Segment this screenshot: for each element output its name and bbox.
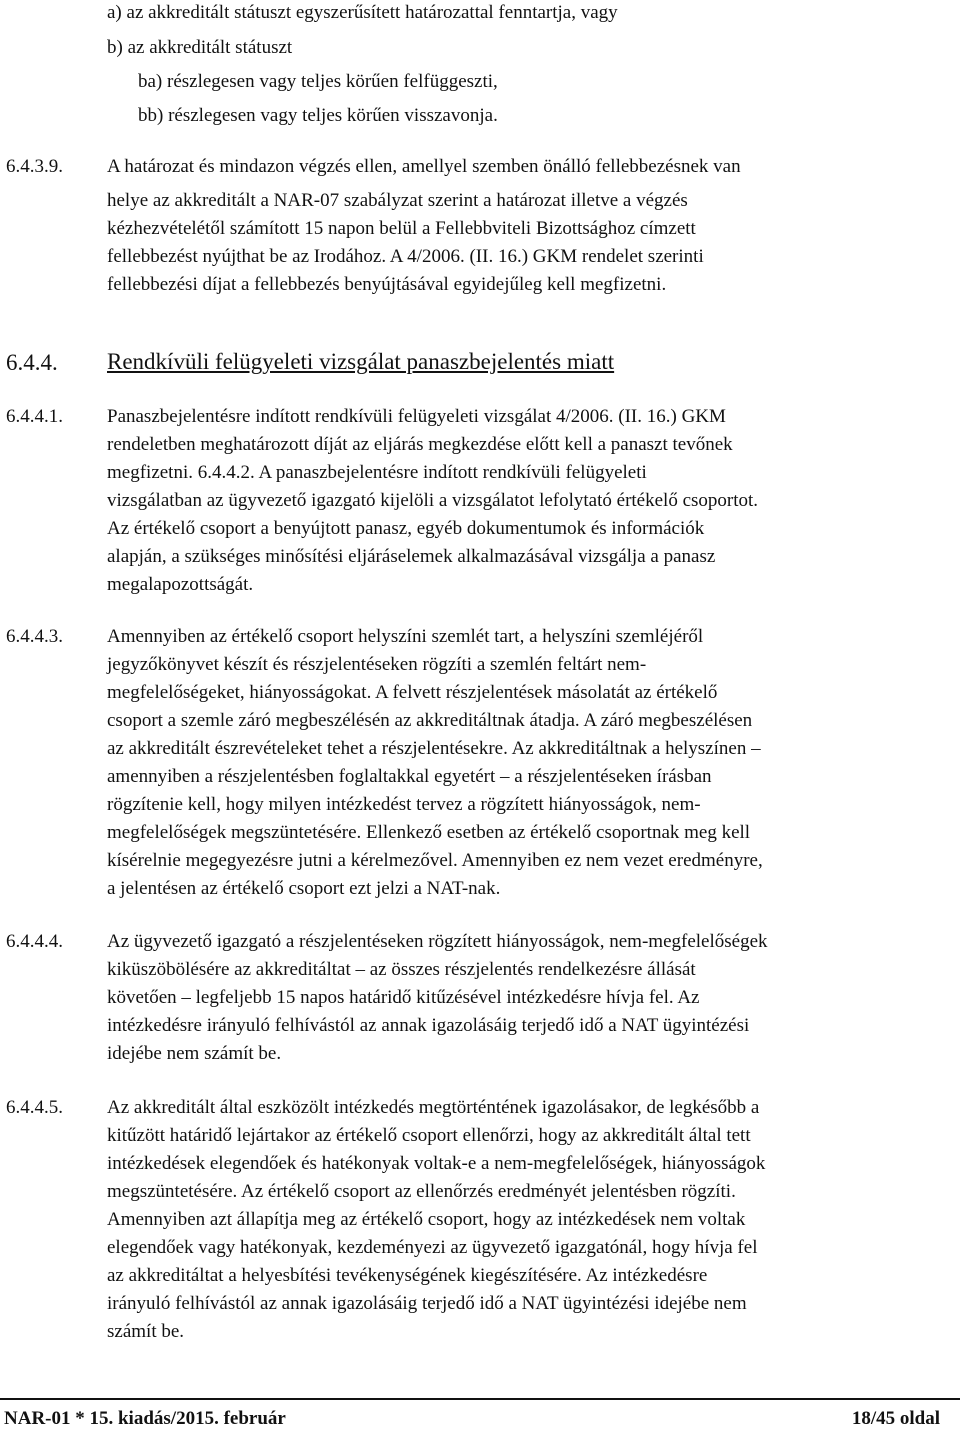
- section-number: 6.4.4.1.: [6, 406, 63, 427]
- paragraph-line: intézkedésre irányuló felhívástól az annak igazolásáig terjedő idő a NAT ügyintézési: [107, 1015, 750, 1036]
- section-number: 6.4.4.3.: [6, 626, 63, 647]
- paragraph-line: megfelelőségeket, hiányosságokat. A felvett részjelentések másolatát az értékelő: [107, 682, 718, 703]
- paragraph-line: fellebbezési díjat a fellebbezés benyújtásával egyidejűleg kell megfizetni.: [107, 274, 667, 295]
- paragraph-line: rendeletben meghatározott díját az eljárás megkezdése előtt kell a panaszt tevőnek: [107, 434, 733, 455]
- paragraph-line: kitűzött határidő lejártakor az értékelő csoport ellenőrzi, hogy az akkreditált által tett: [107, 1125, 751, 1146]
- paragraph-line: Panaszbejelentésre indított rendkívüli felügyeleti vizsgálat 4/2006. (II. 16.) GKM: [107, 406, 726, 427]
- paragraph-line: A határozat és mindazon végzés ellen, amellyel szemben önálló fellebbezésnek van: [107, 156, 741, 177]
- paragraph-line: számít be.: [107, 1321, 185, 1342]
- paragraph-line: megfizetni. 6.4.4.2. A panaszbejelentésre indított rendkívüli felügyeleti: [107, 462, 647, 483]
- paragraph-line: idejébe nem számít be.: [107, 1043, 282, 1064]
- paragraph-line: Amennyiben azt állapítja meg az értékelő csoport, hogy az intézkedések nem voltak: [107, 1209, 746, 1230]
- footer-divider: [0, 1398, 960, 1400]
- paragraph-line: Amennyiben az értékelő csoport helyszíni szemlét tart, a helyszíni szemléjéről: [107, 626, 704, 647]
- paragraph-line: a jelentésen az értékelő csoport ezt jelzi a NAT-nak.: [107, 878, 501, 899]
- paragraph-line: elegendőek vagy hatékonyak, kezdeményezi az ügyvezető igazgatónál, hogy hívja fel: [107, 1237, 758, 1258]
- paragraph-line: az akkreditáltat a helyesbítési tevékenységének kiegészítésére. Az intézkedésre: [107, 1265, 708, 1286]
- footer-page-number: 18/45 oldal: [851, 1408, 940, 1429]
- list-item-ba: ba) részlegesen vagy teljes körűen felfüggeszti,: [138, 71, 498, 92]
- paragraph-line: vizsgálatban az ügyvezető igazgató kijelöli a vizsgálatot lefolytató értékelő csoportot.: [107, 490, 759, 511]
- paragraph-line: követően – legfeljebb 15 napos határidő kitűzésével intézkedésre hívja fel. Az: [107, 987, 700, 1008]
- paragraph-line: Az ügyvezető igazgató a részjelentéseken rögzített hiányosságok, nem-megfelelőségek: [107, 931, 768, 952]
- paragraph-line: jegyzőkönyvet készít és részjelentéseken rögzíti a szemlén feltárt nem-: [107, 654, 647, 675]
- paragraph-line: helye az akkreditált a NAR-07 szabályzat szerint a határozat illetve a végzés: [107, 190, 688, 211]
- paragraph-line: fellebbezést nyújthat be az Irodához. A 4/2006. (II. 16.) GKM rendelet szerinti: [107, 246, 704, 267]
- paragraph-line: megfelelőségek megszüntetésére. Ellenkező esetben az értékelő csoportnak meg kell: [107, 822, 751, 843]
- section-heading: Rendkívüli felügyeleti vizsgálat panaszbejelentés miatt: [107, 349, 615, 374]
- section-number: 6.4.4.4.: [6, 931, 63, 952]
- paragraph-line: irányuló felhívástól az annak igazolásáig terjedő idő a NAT ügyintézési idejébe nem: [107, 1293, 747, 1314]
- paragraph-line: Az értékelő csoport a benyújtott panasz, egyéb dokumentumok és információk: [107, 518, 705, 539]
- paragraph-line: intézkedések elegendőek és hatékonyak voltak-e a nem-megfelelőségek, hiányosságok: [107, 1153, 766, 1174]
- paragraph-line: az akkreditált észrevételeket tehet a részjelentésekre. Az akkreditáltnak a helyszínen –: [107, 738, 761, 759]
- list-item-b: b) az akkreditált státuszt: [107, 37, 293, 58]
- paragraph-line: megalapozottságát.: [107, 574, 254, 595]
- list-item-bb: bb) részlegesen vagy teljes körűen visszavonja.: [138, 105, 498, 126]
- paragraph-line: megszüntetésére. Az értékelő csoport az ellenőrzés eredményét jelentésben rögzíti.: [107, 1181, 736, 1202]
- section-number: 6.4.3.9.: [6, 156, 63, 177]
- paragraph-line: amennyiben a részjelentésben foglaltakkal egyetért – a részjelentéseken írásban: [107, 766, 712, 787]
- paragraph-line: kísérelnie megegyezésre jutni a kérelmezővel. Amennyiben ez nem vezet eredményre,: [107, 850, 763, 871]
- paragraph-line: rögzítenie kell, hogy milyen intézkedést tervez a rögzített hiányosságok, nem-: [107, 794, 701, 815]
- section-number: 6.4.4.5.: [6, 1097, 63, 1118]
- paragraph-line: csoport a szemle záró megbeszélésén az akkreditáltnak átadja. A záró megbeszélésen: [107, 710, 753, 731]
- footer-document-id: NAR-01 * 15. kiadás/2015. február: [4, 1408, 286, 1429]
- paragraph-line: alapján, a szükséges minősítési eljáráselemek alkalmazásával vizsgálja a panasz: [107, 546, 716, 567]
- list-item-a: a) az akkreditált státuszt egyszerűsített határozattal fenntartja, vagy: [107, 2, 618, 23]
- paragraph-line: Az akkreditált által eszközölt intézkedés megtörténtének igazolásakor, de legkésőbb a: [107, 1097, 760, 1118]
- paragraph-line: kiküszöbölésére az akkreditáltat – az összes részjelentés rendelkezésre állását: [107, 959, 696, 980]
- section-number: 6.4.4.: [6, 350, 58, 375]
- paragraph-line: kézhezvételétől számított 15 napon belül a Fellebbviteli Bizottsághoz címzett: [107, 218, 696, 239]
